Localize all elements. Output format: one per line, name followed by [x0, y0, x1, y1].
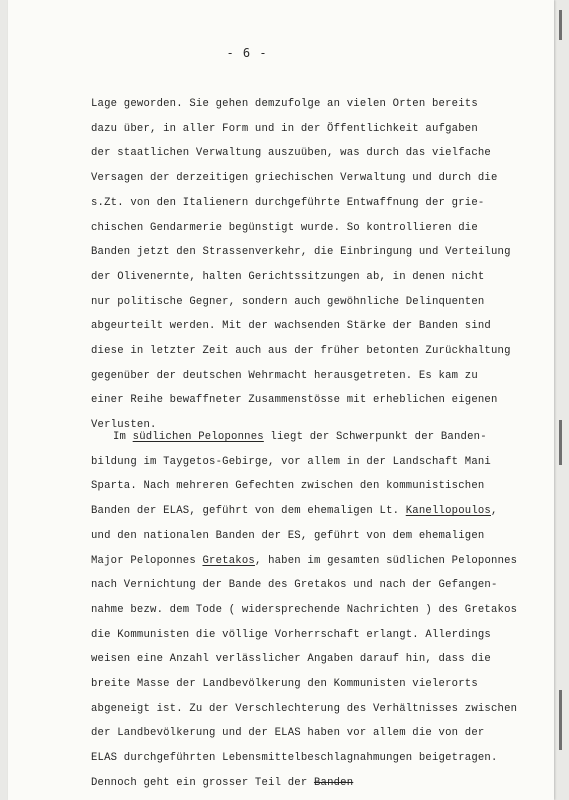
page-edge-mark-top [559, 10, 562, 40]
text-line: der staatlichen Verwaltung auszuüben, was durch das vielfache [91, 147, 491, 160]
text-line: einer Reihe bewaffneter Zusammenstösse mit erheblichen eigenen [91, 394, 498, 407]
page-edge-mark-bottom [559, 690, 562, 750]
text-line: nach Vernichtung der Bande des Gretakos und nach der Gefangen- [91, 579, 498, 592]
text-line: abgeneigt ist. Zu der Verschlechterung des Verhältnisses zwischen [91, 702, 518, 715]
text-line: breite Masse der Landbevölkerung den Kommunisten vielerorts [91, 678, 478, 691]
text-line: nahme bezw. dem Tode ( widersprechende Nachrichten ) des Gretakos [91, 603, 518, 616]
text-line: ELAS durchgeführten Lebensmittelbeschlagnahmungen beigetragen. [91, 752, 498, 765]
text-line: Banden jetzt den Strassenverkehr, die Einbringung und Verteilung [91, 246, 511, 259]
text-line: Sparta. Nach mehreren Gefechten zwischen den kommunistischen [91, 480, 485, 493]
text-line [91, 425, 531, 450]
text-line: bildung im Taygetos-Gebirge, vor allem in der Landschaft Mani [91, 455, 491, 468]
underlined-person-name: Gretakos [202, 554, 255, 567]
paragraph-2 [91, 425, 531, 796]
text-fragment: Banden der ELAS, geführt von dem ehemaligen Lt. [91, 505, 406, 518]
text-fragment: , haben im gesamten südlichen Peloponnes [254, 554, 518, 567]
underlined-person-name: Kanellopoulos [405, 505, 491, 518]
text-line: nur politische Gegner, sondern auch gewöhnliche Delinquenten [91, 295, 485, 308]
text-line: dazu über, in aller Form und in der Öffentlichkeit aufgaben [91, 122, 478, 135]
text-line [91, 499, 531, 524]
document-page [8, 0, 554, 800]
text-line [91, 771, 531, 796]
text-line: Versagen der derzeitigen griechischen Verwaltung und durch die [91, 172, 498, 185]
text-fragment: , [491, 505, 498, 518]
paragraph-1 [91, 92, 531, 438]
text-line: Lage geworden. Sie gehen demzufolge an vielen Orten bereits [91, 98, 478, 110]
text-line: s.Zt. von den Italienern durchgeführte Entwaffnung der grie- [91, 196, 485, 209]
text-line: die Kommunisten die völlige Vorherrschaft erlangt. Allerdings [91, 628, 491, 641]
text-line [91, 549, 531, 574]
text-line: diese in letzter Zeit auch aus der früher betonten Zurückhaltung [91, 345, 511, 358]
text-line: weisen eine Anzahl verlässlicher Angaben darauf hin, dass die [91, 653, 491, 666]
text-line: abgeurteilt werden. Mit der wachsenden Stärke der Banden sind [91, 320, 491, 333]
underlined-region-name: südlichen Peloponnes [132, 431, 264, 443]
text-fragment: liegt der Schwerpunkt der Banden- [263, 431, 487, 443]
text-line: Verlusten. [91, 419, 157, 432]
text-line: der Landbevölkerung und der ELAS haben vor allem die von der [91, 727, 485, 740]
text-line: der Olivenernte, halten Gerichtssitzungen ab, in denen nicht [91, 270, 485, 283]
text-line: chischen Gendarmerie begünstigt wurde. So kontrollieren die [91, 221, 478, 234]
struck-through-word: Banden [313, 776, 354, 789]
text-fragment: Dennoch geht ein grosser Teil der [91, 776, 314, 789]
page-number: - 6 - [226, 46, 268, 60]
text-fragment: Major Peloponnes [91, 554, 203, 567]
text-line: und den nationalen Banden der ES, geführt von dem ehemaligen [91, 529, 485, 542]
text-line: gegenüber der deutschen Wehrmacht herausgetreten. Es kam zu [91, 369, 478, 382]
text-fragment: Im [113, 431, 133, 443]
page-edge-mark-lower [559, 420, 562, 465]
